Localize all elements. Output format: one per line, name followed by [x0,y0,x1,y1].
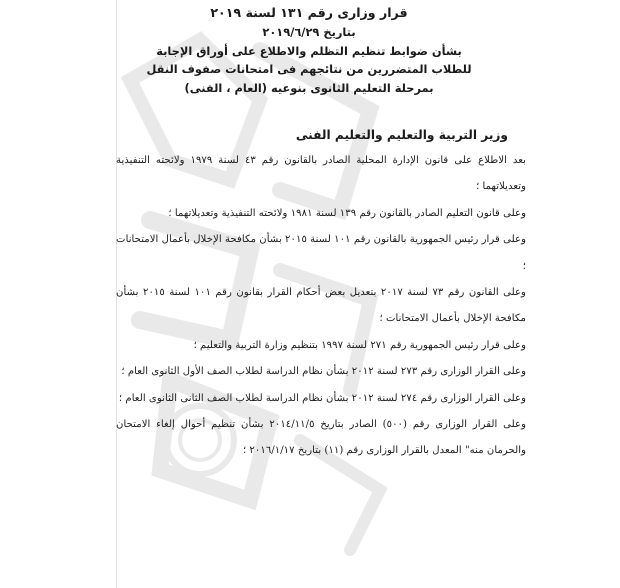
preamble-body [116,148,526,465]
preamble-paragraph: وعلى قرار رئيس الجمهورية رقم ٢٧١ لسنة ١٩٩٧ بتنظيم وزارة التربية والتعليم ؛ [193,339,526,351]
decree-header [116,4,502,98]
decree-date: بتاريخ ٢٠١٩/٦/٢٩ [262,24,356,39]
issuer-heading: وزير التربية والتعليم والتعليم الفنى [295,128,508,142]
preamble-paragraph: وعلى القرار الوزارى رقم (٥٠٠) الصادر بتاريخ ٢٠١٤/١١/٥ بشأن تنظيم أحوال إلغاء الامتحان والحرمان منه" المعدل بالقرار الوزارى رقم (١١) بتاريخ ٢٠١٦/١/١٧ ؛ [116,419,526,457]
preamble-paragraph: وعلى القرار الوزارى رقم ٢٧٤ لسنة ٢٠١٢ بشأن نظام الدراسة لطلاب الصف الثانى الثانوى العام ؛ [118,392,526,404]
preamble-paragraph: وعلى القانون رقم ٧٣ لسنة ٢٠١٧ بتعديل بعض أحكام القرار بقانون رقم ١٠١ لسنة ٢٠١٥ بشأن مكافحة الإخلال بأعمال الامتحانات ؛ [116,287,526,325]
preamble-paragraph: وعلى القرار الوزارى رقم ٢٧٣ لسنة ٢٠١٢ بشأن نظام الدراسة لطلاب الصف الأول الثانوى العام ؛ [121,366,526,378]
preamble-paragraph: بعد الاطلاع على قانون الإدارة المحلية الصادر بالقانون رقم ٤٣ لسنة ١٩٧٩ ولائحته التنفيذية وتعديلاتهما ؛ [116,155,526,193]
decree-subject-line-1: بشأن ضوابط تنظيم التظلم والاطلاع على أوراق الإجابة [156,43,462,58]
decree-subject-line-3: بمرحلة التعليم الثانوى بنوعيه (العام ، الفنى) [184,81,434,96]
preamble-paragraph: وعلى قرار رئيس الجمهورية بالقانون رقم ١٠١ لسنة ٢٠١٥ بشأن مكافحة الإخلال بأعمال الامتحانات ؛ [116,234,526,272]
decree-subject-line-2: للطلاب المتضررين من نتائجهم فى امتحانات صفوف النقل [146,62,472,77]
decree-title: قرار وزارى رقم ١٣١ لسنة ٢٠١٩ [210,5,408,20]
preamble-paragraph: وعلى قانون التعليم الصادر بالقانون رقم ١٣٩ لسنة ١٩٨١ ولائحته التنفيذية وتعديلاتهما ؛ [168,207,526,219]
